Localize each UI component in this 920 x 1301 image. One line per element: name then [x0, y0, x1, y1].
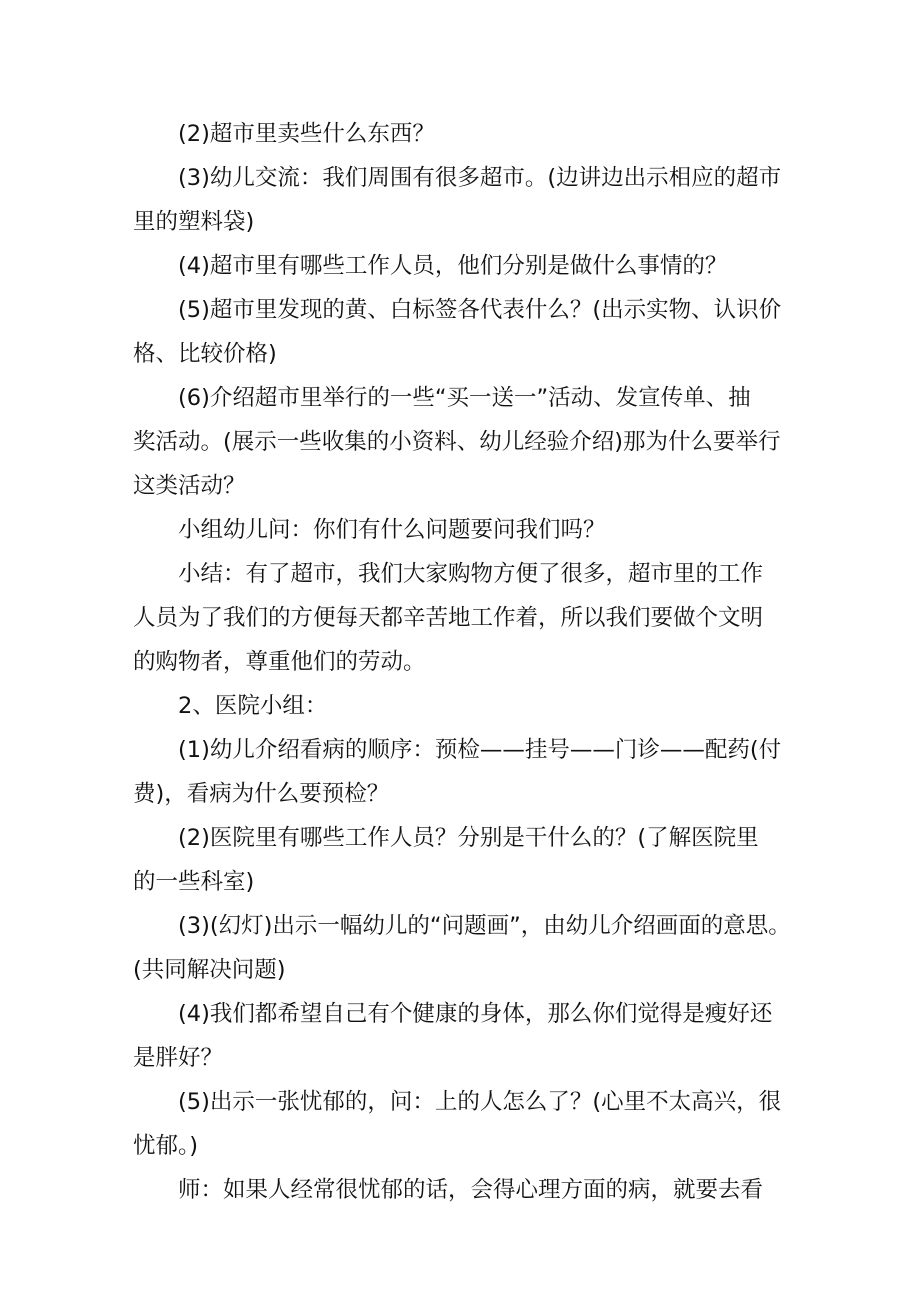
text-line: 忧郁。) [133, 1133, 199, 1159]
text-line: 的购物者，尊重他们的劳动。 [133, 649, 426, 675]
paragraph [133, 288, 793, 376]
text-line: 是胖好？ [133, 1045, 224, 1071]
text-line: (5)出示一张忧郁的，问：上的人怎么了？(心里不太高兴，很 [178, 1089, 782, 1115]
text-line: 2、医院小组： [178, 693, 328, 719]
text-line: (3)幼儿交流：我们周围有很多超市。(边讲边出示相应的超市 [178, 165, 782, 191]
paragraph [133, 684, 793, 728]
paragraph [133, 244, 793, 288]
text-line: (2)医院里有哪些工作人员？分别是干什么的？(了解医院里 [178, 825, 759, 851]
text-line: (4)超市里有哪些工作人员，他们分别是做什么事情的？ [178, 253, 728, 279]
text-line: (6)介绍超市里举行的一些“买一送一”活动、发宣传单、抽 [178, 385, 751, 411]
text-line: 费)，看病为什么要预检？ [133, 781, 390, 807]
text-line: (3)(幻灯)出示一幅幼儿的“问题画”，由幼儿介绍画面的意思。 [178, 913, 791, 939]
paragraph [133, 992, 793, 1080]
document-page [133, 112, 793, 1212]
paragraph [133, 904, 793, 992]
text-line: 这类活动？ [133, 473, 246, 499]
text-line: (4)我们都希望自己有个健康的身体，那么你们觉得是瘦好还 [178, 1001, 773, 1027]
text-line: 奖活动。(展示一些收集的小资料、幼儿经验介绍)那为什么要举行 [133, 429, 781, 455]
paragraph [133, 728, 793, 816]
text-line: 里的塑料袋) [133, 209, 255, 235]
paragraph [133, 508, 793, 552]
text-line: 人员为了我们的方便每天都辛苦地工作着，所以我们要做个文明 [133, 605, 764, 631]
text-line: 格、比较价格) [133, 341, 277, 367]
paragraph [133, 156, 793, 244]
text-line: (共同解决问题) [133, 957, 286, 983]
text-line: (1)幼儿介绍看病的顺序：预检——挂号——门诊——配药(付 [178, 737, 782, 763]
paragraph [133, 112, 793, 156]
paragraph [133, 1080, 793, 1168]
paragraph [133, 552, 793, 684]
text-line: 小组幼儿问：你们有什么问题要问我们吗？ [178, 517, 606, 543]
text-line: 的一些科室) [133, 869, 255, 895]
text-line: 师：如果人经常很忧郁的话，会得心理方面的病，就要去看 [178, 1177, 764, 1203]
paragraph [133, 1168, 793, 1212]
text-line: (2)超市里卖些什么东西？ [178, 121, 435, 147]
paragraph [133, 376, 793, 508]
text-line: 小结：有了超市，我们大家购物方便了很多，超市里的工作 [178, 561, 764, 587]
paragraph [133, 816, 793, 904]
text-line: (5)超市里发现的黄、白标签各代表什么？(出示实物、认识价 [178, 297, 782, 323]
